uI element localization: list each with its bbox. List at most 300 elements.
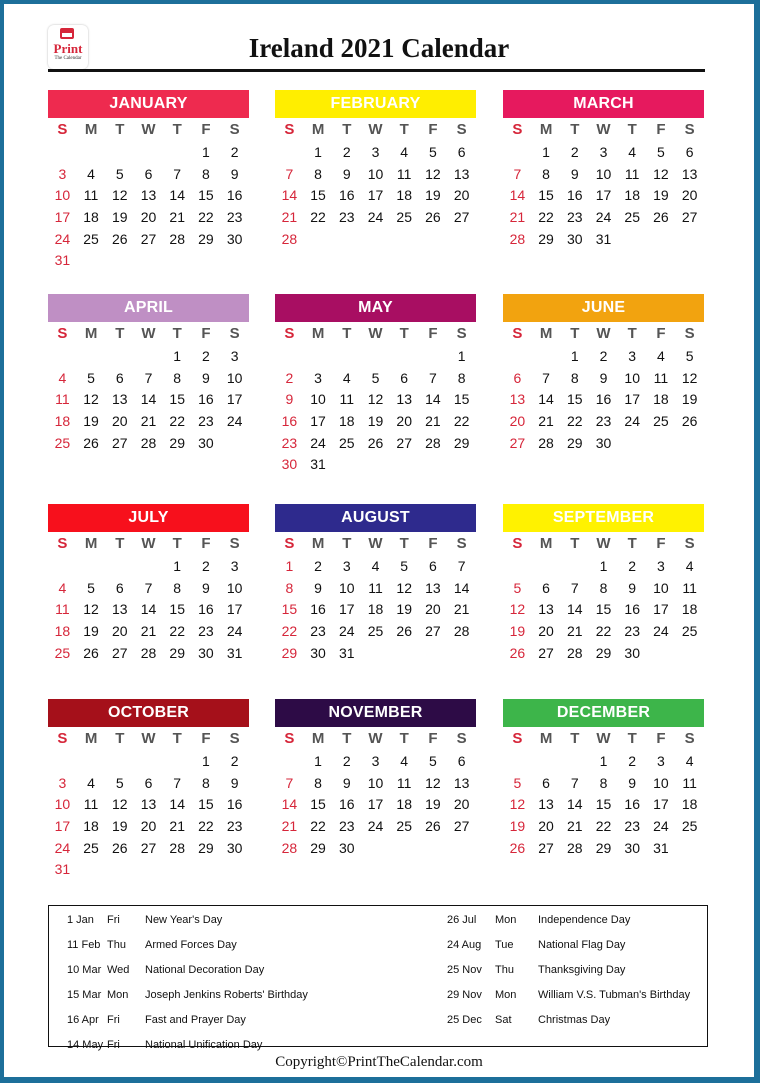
weekday-label: T xyxy=(342,730,352,747)
empty-cell xyxy=(275,751,304,773)
day-cell: 17 xyxy=(54,818,71,835)
empty-cell xyxy=(134,346,163,368)
weekday-label: T xyxy=(342,535,352,552)
day-cell: 3 xyxy=(58,774,67,791)
day-cell: 31 xyxy=(653,839,669,856)
month-header: DECEMBER xyxy=(503,699,704,727)
day-cell: 5 xyxy=(685,348,694,364)
holiday-weekday: Sat xyxy=(495,1014,512,1026)
day-cell: 17 xyxy=(226,391,243,408)
day-cell: 30 xyxy=(198,434,214,451)
holiday-row xyxy=(439,910,707,935)
day-cell: 2 xyxy=(230,144,239,160)
day-cell: 29 xyxy=(198,230,214,247)
month-january xyxy=(48,90,249,272)
day-cell: 9 xyxy=(285,391,294,408)
day-cell: 13 xyxy=(538,796,554,813)
day-cell: 13 xyxy=(538,601,554,618)
holiday-name: Fast and Prayer Day xyxy=(145,1014,246,1026)
day-cell: 7 xyxy=(144,369,153,386)
day-cell: 23 xyxy=(198,623,214,640)
day-cell: 15 xyxy=(538,187,554,204)
holiday-row xyxy=(49,935,429,960)
month-june xyxy=(503,294,704,454)
day-cell: 6 xyxy=(542,774,550,791)
weekday-label: T xyxy=(115,730,125,747)
day-cell: 19 xyxy=(425,796,441,813)
month-july xyxy=(48,504,249,664)
empty-cell xyxy=(163,142,192,164)
weekday-label: M xyxy=(84,325,98,342)
weekday-label: S xyxy=(456,535,467,552)
day-cell: 16 xyxy=(281,413,298,430)
holiday-name: National Flag Day xyxy=(538,939,626,951)
day-cell: 9 xyxy=(628,774,637,791)
day-cell: 9 xyxy=(314,579,322,596)
day-cell: 27 xyxy=(538,839,554,856)
weekday-label: S xyxy=(456,325,467,342)
weekday-label: F xyxy=(428,121,438,138)
day-cell: 6 xyxy=(400,369,409,386)
day-cell: 13 xyxy=(111,391,128,408)
day-cell: 22 xyxy=(566,413,583,430)
day-cell: 15 xyxy=(198,187,214,204)
empty-cell xyxy=(304,346,333,368)
empty-cell xyxy=(48,556,77,578)
holiday-weekday: Mon xyxy=(495,989,517,1001)
day-cell: 1 xyxy=(202,144,210,160)
day-cell: 3 xyxy=(58,165,67,182)
weekday-label: W xyxy=(596,121,611,138)
holiday-date: 24 Aug xyxy=(447,939,482,951)
weekday-label: T xyxy=(570,325,580,342)
day-cell: 21 xyxy=(566,623,583,640)
month-header: OCTOBER xyxy=(48,699,249,727)
holiday-weekday: Fri xyxy=(107,1014,120,1026)
day-cell: 25 xyxy=(367,623,384,640)
day-cell: 25 xyxy=(54,434,71,451)
holiday-weekday: Thu xyxy=(495,964,514,976)
holiday-row xyxy=(439,960,707,985)
day-cell: 21 xyxy=(140,623,157,640)
day-cell: 8 xyxy=(599,774,608,791)
day-cell: 18 xyxy=(396,187,412,204)
holiday-name: Armed Forces Day xyxy=(145,939,237,951)
weekday-label: F xyxy=(656,730,666,747)
day-cell: 24 xyxy=(595,209,612,226)
day-cell: 23 xyxy=(595,413,612,430)
day-cell: 4 xyxy=(342,369,351,386)
holiday-date: 26 Jul xyxy=(447,914,477,926)
day-cell: 17 xyxy=(595,187,612,204)
day-cell: 23 xyxy=(338,209,355,226)
holiday-date: 15 Mar xyxy=(67,989,102,1001)
day-cell: 10 xyxy=(226,579,243,596)
holiday-list xyxy=(48,905,708,1051)
day-cell: 3 xyxy=(657,558,665,574)
day-cell: 22 xyxy=(538,209,554,226)
day-cell: 16 xyxy=(226,796,243,813)
empty-cell xyxy=(105,346,134,368)
day-cell: 10 xyxy=(54,187,71,204)
day-cell: 14 xyxy=(566,796,583,813)
day-cell: 18 xyxy=(681,796,698,813)
holiday-date: 14 May xyxy=(67,1039,104,1051)
day-cell: 23 xyxy=(338,818,355,835)
day-cell: 17 xyxy=(367,796,384,813)
day-cell: 2 xyxy=(285,369,294,386)
weekday-label: M xyxy=(84,121,98,138)
day-cell: 7 xyxy=(513,165,522,182)
day-cell: 13 xyxy=(396,391,412,408)
day-cell: 25 xyxy=(653,413,669,430)
day-cell: 26 xyxy=(111,839,128,856)
day-cell: 8 xyxy=(314,165,322,182)
month-october xyxy=(48,699,249,881)
weekday-label: W xyxy=(141,325,156,342)
day-cell: 5 xyxy=(87,369,95,386)
holiday-date: 25 Dec xyxy=(447,1014,482,1026)
day-cell: 14 xyxy=(509,187,526,204)
day-cell: 28 xyxy=(140,644,157,661)
day-cell: 21 xyxy=(538,413,554,430)
copyright-text[interactable]: Copyright©PrintTheCalendar.com xyxy=(275,1054,483,1070)
day-cell: 26 xyxy=(425,818,441,835)
month-grid xyxy=(275,532,476,664)
day-cell: 2 xyxy=(202,348,210,364)
day-cell: 22 xyxy=(281,623,298,640)
day-cell: 11 xyxy=(682,579,697,596)
weekday-label: S xyxy=(284,535,295,552)
day-cell: 18 xyxy=(367,601,384,618)
holiday-date: 29 Nov xyxy=(447,989,482,1001)
day-cell: 7 xyxy=(570,774,579,791)
day-cell: 24 xyxy=(310,434,326,451)
day-cell: 16 xyxy=(310,601,326,618)
day-cell: 23 xyxy=(226,818,243,835)
day-cell: 14 xyxy=(453,579,470,596)
day-cell: 14 xyxy=(281,187,298,204)
empty-cell xyxy=(503,346,532,368)
empty-cell xyxy=(48,346,77,368)
weekday-label: M xyxy=(539,535,553,552)
weekday-label: F xyxy=(656,325,666,342)
day-cell: 9 xyxy=(202,369,210,386)
day-cell: 3 xyxy=(371,753,380,769)
holiday-row xyxy=(49,910,429,935)
weekday-label: T xyxy=(115,325,125,342)
day-cell: 29 xyxy=(595,644,612,661)
day-cell: 28 xyxy=(566,644,583,661)
day-cell: 9 xyxy=(342,774,351,791)
day-cell: 10 xyxy=(367,165,384,182)
weekday-label: S xyxy=(512,121,523,138)
day-cell: 7 xyxy=(144,579,153,596)
day-cell: 28 xyxy=(281,230,298,247)
day-cell: 21 xyxy=(281,209,298,226)
day-cell: 11 xyxy=(396,774,412,791)
day-cell: 25 xyxy=(338,434,355,451)
weekday-label: F xyxy=(428,730,438,747)
day-cell: 4 xyxy=(87,774,95,791)
day-cell: 22 xyxy=(169,623,185,640)
weekday-label: W xyxy=(596,535,611,552)
day-cell: 27 xyxy=(140,230,157,247)
day-cell: 6 xyxy=(144,165,153,182)
day-cell: 12 xyxy=(367,391,384,408)
day-cell: 14 xyxy=(281,796,298,813)
day-cell: 5 xyxy=(115,774,124,791)
month-header: JULY xyxy=(48,504,249,532)
day-cell: 4 xyxy=(628,144,637,160)
weekday-label: T xyxy=(399,730,409,747)
month-august xyxy=(275,504,476,664)
day-cell: 11 xyxy=(83,796,99,813)
day-cell: 12 xyxy=(681,369,698,386)
day-cell: 26 xyxy=(425,209,441,226)
holiday-name: Thanksgiving Day xyxy=(538,964,626,976)
day-cell: 14 xyxy=(140,601,157,618)
day-cell: 5 xyxy=(371,369,380,386)
day-cell: 28 xyxy=(509,230,526,247)
weekday-label: F xyxy=(201,535,211,552)
month-december xyxy=(503,699,704,859)
day-cell: 18 xyxy=(338,413,355,430)
weekday-label: S xyxy=(284,730,295,747)
day-cell: 11 xyxy=(339,391,355,408)
day-cell: 10 xyxy=(310,391,326,408)
holiday-column-right xyxy=(439,910,707,1035)
weekday-label: M xyxy=(84,730,98,747)
day-cell: 18 xyxy=(83,209,99,226)
day-cell: 30 xyxy=(595,434,612,451)
weekday-label: T xyxy=(570,730,580,747)
empty-cell xyxy=(532,751,561,773)
day-cell: 7 xyxy=(173,774,182,791)
day-cell: 2 xyxy=(342,144,351,160)
weekday-label: W xyxy=(596,730,611,747)
day-cell: 26 xyxy=(509,644,526,661)
weekday-label: F xyxy=(201,121,211,138)
empty-cell xyxy=(77,751,106,773)
weekday-label: W xyxy=(368,325,383,342)
day-cell: 15 xyxy=(595,796,612,813)
day-cell: 16 xyxy=(595,391,612,408)
day-cell: 15 xyxy=(310,187,326,204)
day-cell: 7 xyxy=(542,369,550,386)
day-cell: 1 xyxy=(599,558,608,574)
day-cell: 4 xyxy=(685,753,694,769)
day-cell: 1 xyxy=(314,753,322,769)
day-cell: 1 xyxy=(285,558,294,574)
day-cell: 4 xyxy=(685,558,694,574)
empty-cell xyxy=(77,556,106,578)
day-cell: 29 xyxy=(453,434,470,451)
day-cell: 24 xyxy=(338,623,355,640)
weekday-label: T xyxy=(399,535,409,552)
day-cell: 19 xyxy=(83,413,99,430)
day-cell: 24 xyxy=(226,413,243,430)
day-cell: 31 xyxy=(54,861,71,878)
day-cell: 10 xyxy=(595,165,612,182)
day-cell: 19 xyxy=(111,818,128,835)
day-cell: 13 xyxy=(111,601,128,618)
weekday-label: T xyxy=(172,535,182,552)
day-cell: 16 xyxy=(198,601,214,618)
holiday-row xyxy=(49,1010,429,1035)
holiday-name: National Decoration Day xyxy=(145,964,265,976)
day-cell: 8 xyxy=(202,165,210,182)
day-cell: 16 xyxy=(338,187,355,204)
weekday-label: T xyxy=(570,535,580,552)
day-cell: 16 xyxy=(226,187,243,204)
month-grid xyxy=(503,727,704,859)
weekday-label: F xyxy=(428,535,438,552)
day-cell: 17 xyxy=(653,601,669,618)
weekday-label: S xyxy=(512,535,523,552)
day-cell: 17 xyxy=(226,601,243,618)
day-cell: 17 xyxy=(624,391,640,408)
weekday-label: F xyxy=(428,325,438,342)
day-cell: 29 xyxy=(198,839,214,856)
day-cell: 10 xyxy=(338,579,355,596)
weekday-label: S xyxy=(684,325,695,342)
holiday-row xyxy=(49,960,429,985)
day-cell: 8 xyxy=(173,579,182,596)
day-cell: 12 xyxy=(509,601,526,618)
empty-cell xyxy=(560,556,589,578)
holiday-date: 16 Apr xyxy=(67,1014,99,1026)
weekday-label: S xyxy=(57,325,68,342)
weekday-label: S xyxy=(456,730,467,747)
day-cell: 22 xyxy=(310,818,326,835)
day-cell: 21 xyxy=(425,413,441,430)
weekday-label: M xyxy=(311,325,325,342)
month-header: SEPTEMBER xyxy=(503,504,704,532)
title-divider xyxy=(48,69,705,72)
day-cell: 5 xyxy=(429,753,437,769)
month-header: NOVEMBER xyxy=(275,699,476,727)
holiday-weekday: Wed xyxy=(107,964,130,976)
weekday-label: S xyxy=(284,121,295,138)
day-cell: 14 xyxy=(538,391,554,408)
weekday-label: M xyxy=(539,730,553,747)
day-cell: 5 xyxy=(87,579,95,596)
day-cell: 26 xyxy=(83,434,99,451)
day-cell: 14 xyxy=(140,391,157,408)
day-cell: 27 xyxy=(425,623,441,640)
weekday-label: T xyxy=(342,325,352,342)
holiday-date: 10 Mar xyxy=(67,964,102,976)
day-cell: 19 xyxy=(367,413,384,430)
weekday-label: M xyxy=(539,121,553,138)
holiday-column-left xyxy=(49,910,429,1060)
day-cell: 22 xyxy=(198,818,214,835)
day-cell: 17 xyxy=(653,796,669,813)
weekday-label: S xyxy=(684,730,695,747)
empty-cell xyxy=(275,346,304,368)
day-cell: 27 xyxy=(111,434,128,451)
day-cell: 5 xyxy=(657,144,665,160)
day-cell: 26 xyxy=(111,230,128,247)
day-cell: 11 xyxy=(83,187,99,204)
day-cell: 6 xyxy=(457,144,466,160)
day-cell: 12 xyxy=(83,391,99,408)
weekday-label: W xyxy=(141,730,156,747)
page-title: Ireland 2021 Calendar xyxy=(248,33,510,63)
day-cell: 12 xyxy=(425,774,441,791)
day-cell: 13 xyxy=(425,579,441,596)
day-cell: 25 xyxy=(396,818,412,835)
month-february xyxy=(275,90,476,250)
day-cell: 23 xyxy=(198,413,214,430)
day-cell: 7 xyxy=(457,558,466,574)
holiday-row xyxy=(439,985,707,1010)
day-cell: 12 xyxy=(396,579,412,596)
day-cell: 25 xyxy=(624,209,640,226)
day-cell: 6 xyxy=(457,753,466,769)
weekday-label: M xyxy=(311,730,325,747)
day-cell: 18 xyxy=(653,391,669,408)
holiday-weekday: Fri xyxy=(107,1039,120,1051)
weekday-label: M xyxy=(84,535,98,552)
day-cell: 14 xyxy=(169,796,185,813)
day-cell: 26 xyxy=(509,839,526,856)
day-cell: 28 xyxy=(538,434,554,451)
day-cell: 13 xyxy=(453,165,470,182)
day-cell: 3 xyxy=(314,369,322,386)
day-cell: 16 xyxy=(198,391,214,408)
day-cell: 6 xyxy=(115,579,124,596)
day-cell: 10 xyxy=(653,579,669,596)
weekday-label: T xyxy=(115,535,125,552)
weekday-label: S xyxy=(229,535,240,552)
day-cell: 7 xyxy=(570,579,579,596)
empty-cell xyxy=(503,751,532,773)
holiday-weekday: Mon xyxy=(495,914,517,926)
day-cell: 8 xyxy=(173,369,182,386)
weekday-label: S xyxy=(229,325,240,342)
day-cell: 4 xyxy=(371,558,380,574)
day-cell: 17 xyxy=(310,413,326,430)
month-header: FEBRUARY xyxy=(275,90,476,118)
day-cell: 18 xyxy=(54,623,71,640)
day-cell: 21 xyxy=(169,818,185,835)
weekday-label: T xyxy=(172,730,182,747)
day-cell: 21 xyxy=(453,601,470,618)
holiday-name: National Unification Day xyxy=(145,1039,263,1051)
day-cell: 11 xyxy=(55,391,70,408)
holiday-row xyxy=(439,935,707,960)
day-cell: 3 xyxy=(371,144,380,160)
weekday-label: W xyxy=(368,730,383,747)
day-cell: 20 xyxy=(111,623,128,640)
empty-cell xyxy=(419,346,448,368)
empty-cell xyxy=(503,142,532,164)
empty-cell xyxy=(105,142,134,164)
weekday-label: W xyxy=(368,121,383,138)
day-cell: 22 xyxy=(310,209,326,226)
weekday-label: M xyxy=(311,121,325,138)
day-cell: 1 xyxy=(314,144,322,160)
day-cell: 2 xyxy=(628,753,637,769)
day-cell: 16 xyxy=(624,796,640,813)
day-cell: 30 xyxy=(226,839,243,856)
logo-subtext: The Calendar xyxy=(54,56,82,61)
empty-cell xyxy=(48,142,77,164)
holiday-date: 25 Nov xyxy=(447,964,482,976)
day-cell: 2 xyxy=(230,753,239,769)
